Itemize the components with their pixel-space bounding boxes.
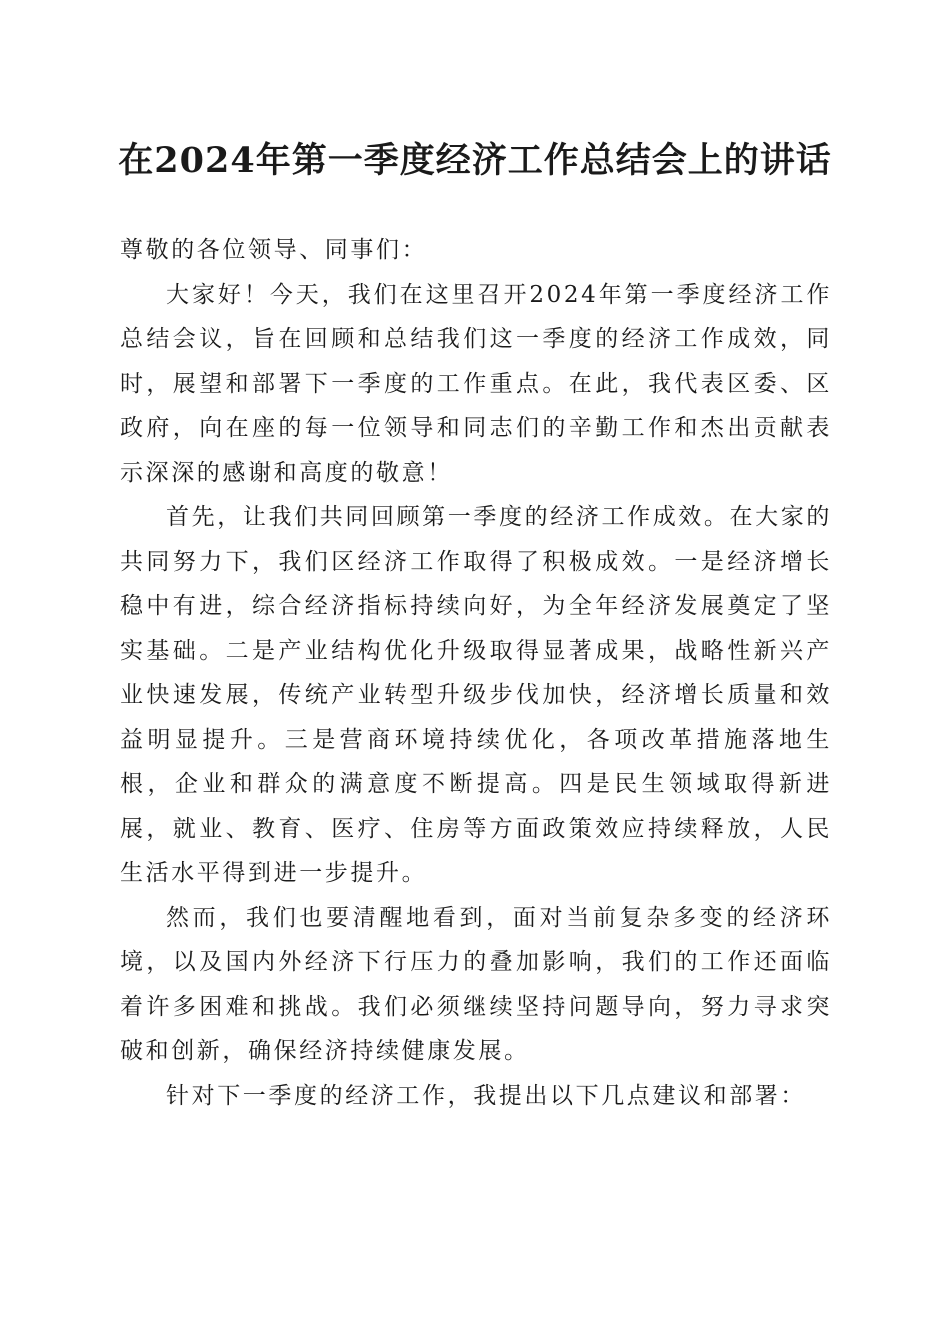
paragraph-challenges: 然而，我们也要清醒地看到，面对当前复杂多变的经济环境，以及国内外经济下行压力的叠加影响，我们的工作还面临着许多困难和挑战。我们必须继续坚持问题导向，努力寻求突破和创新，确保经济持续健康发展。 (120, 904, 832, 1064)
salutation: 尊敬的各位领导、同事们： (120, 237, 428, 263)
document-body (120, 228, 832, 1118)
paragraph-opening: 大家好！今天，我们在这里召开2024年第一季度经济工作总结会议，旨在回顾和总结我们这一季度的经济工作成效，同时，展望和部署下一季度的工作重点。在此，我代表区委、区政府，向在座的每一位领导和同志们的辛勤工作和杰出贡献表示深深的感谢和高度的敬意！ (120, 281, 832, 486)
paragraph-review: 首先，让我们共同回顾第一季度的经济工作成效。在大家的共同努力下，我们区经济工作取得了积极成效。一是经济增长稳中有进，综合经济指标持续向好，为全年经济发展奠定了坚实基础。二是产业结构优化升级取得显著成果，战略性新兴产业快速发展，传统产业转型升级步伐加快，经济增长质量和效益明显提升。三是营商环境持续优化，各项改革措施落地生根，企业和群众的满意度不断提高。四是民生领域取得新进展，就业、教育、医疗、住房等方面政策效应持续释放，人民生活水平得到进一步提升。 (120, 504, 832, 886)
document-title: 在2024年第一季度经济工作总结会上的讲话 (118, 140, 832, 181)
paragraph-next-steps: 针对下一季度的经济工作，我提出以下几点建议和部署： (166, 1082, 806, 1109)
